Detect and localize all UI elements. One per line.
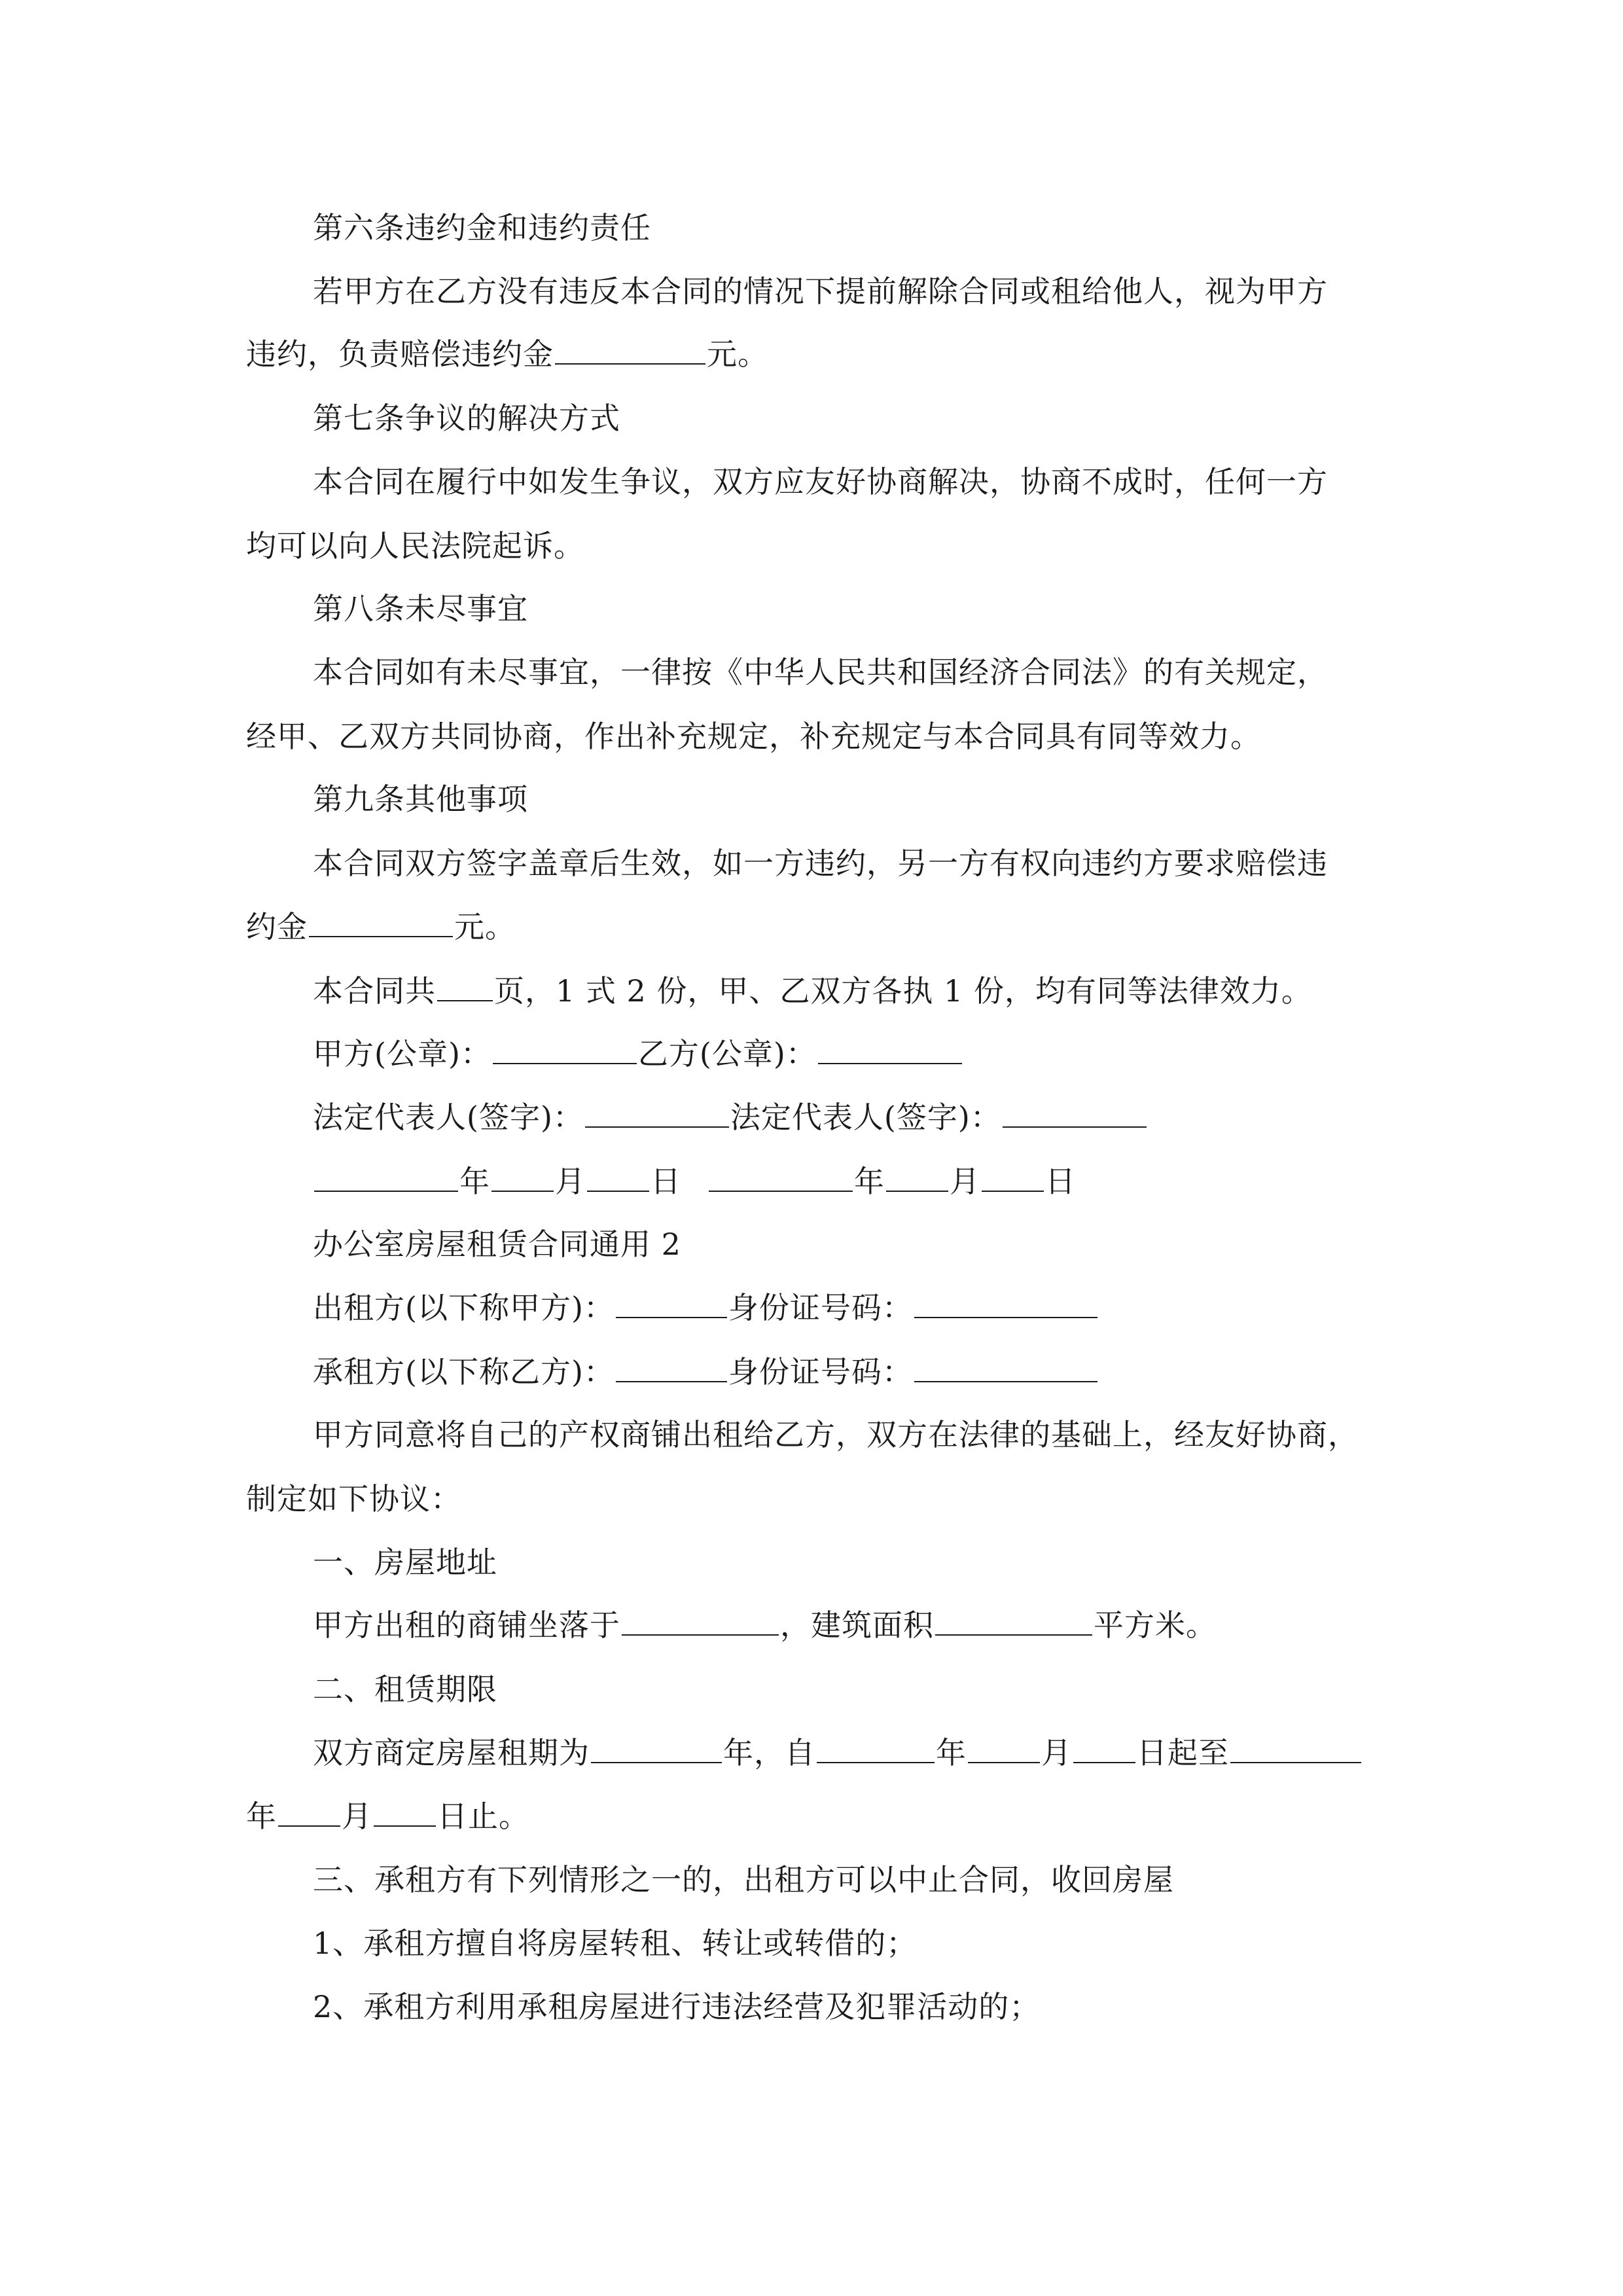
- representative-line: 法定代表人(签字)： 法定代表人(签字)：: [313, 1098, 1148, 1137]
- article-8-heading: 第八条未尽事宜: [313, 591, 528, 626]
- section-3-item-2: 2、承租方利用承租房屋进行违法经营及犯罪活动的；: [313, 1989, 1041, 2024]
- penalty-amount-blank: [555, 334, 705, 365]
- article-6-text-line-1: 若甲方在乙方没有违反本合同的情况下提前解除合同或租给他人，视为甲方: [313, 274, 1328, 309]
- property-address-line: 甲方出租的商铺坐落于 ，建筑面积 平方米。: [313, 1605, 1217, 1645]
- article-7-heading: 第七条争议的解决方式: [313, 401, 620, 436]
- agreement-intro-line-1: 甲方同意将自己的产权商铺出租给乙方，双方在法律的基础上，经友好协商，: [313, 1417, 1359, 1452]
- agreement-intro-line-2: 制定如下协议：: [246, 1481, 461, 1516]
- article-6-text-line-2: 违约，负责赔偿违约金 元。: [246, 334, 768, 374]
- floor-area-blank: [935, 1605, 1092, 1636]
- article-7-text-line-2: 均可以向人民法院起诉。: [246, 528, 584, 564]
- lessor-name-blank: [616, 1288, 727, 1318]
- start-year-blank: [817, 1733, 935, 1763]
- article-9-text-line-2: 约金 元。: [246, 907, 516, 946]
- article-8-text-line-2: 经甲、乙双方共同协商，作出补充规定，补充规定与本合同具有同等效力。: [246, 719, 1261, 754]
- lessor-line: 出租方(以下称甲方)： 身份证号码：: [313, 1288, 1099, 1327]
- lease-years-blank: [591, 1733, 722, 1763]
- party-b-year-blank: [709, 1162, 853, 1192]
- article-6-heading: 第六条违约金和违约责任: [313, 210, 651, 245]
- lessor-id-blank: [914, 1288, 1097, 1318]
- party-a-representative-blank: [585, 1098, 729, 1128]
- end-year-blank: [1230, 1733, 1361, 1763]
- lease-term-line-1: 双方商定房屋租期为 年，自 年 月 日起至: [313, 1733, 1363, 1772]
- contract-2-title: 办公室房屋租赁合同通用 2: [313, 1227, 681, 1262]
- start-month-blank: [968, 1733, 1040, 1763]
- party-a-month-blank: [491, 1162, 554, 1192]
- section-2-heading: 二、租赁期限: [313, 1672, 497, 1707]
- party-b-day-blank: [982, 1162, 1044, 1192]
- section-3-item-1: 1、承租方擅自将房屋转租、转让或转借的；: [313, 1926, 918, 1961]
- start-day-blank: [1073, 1733, 1135, 1763]
- article-9-text-line-1: 本合同双方签字盖章后生效，如一方违约，另一方有权向违约方要求赔偿违: [313, 846, 1328, 881]
- lessee-name-blank: [616, 1352, 727, 1382]
- lessee-line: 承租方(以下称乙方)： 身份证号码：: [313, 1352, 1099, 1391]
- party-b-seal-blank: [818, 1034, 962, 1064]
- end-day-blank: [374, 1797, 436, 1827]
- signature-date-line: 年 月 日 年 月 日: [313, 1162, 1076, 1201]
- article-9-heading: 第九条其他事项: [313, 781, 528, 817]
- party-b-representative-blank: [1003, 1098, 1147, 1128]
- page-count-line: 本合同共 页，1 式 2 份，甲、乙双方各执 1 份，均有同等法律效力。: [313, 971, 1312, 1011]
- article-7-text-line-1: 本合同在履行中如发生争议，双方应友好协商解决，协商不成时，任何一方: [313, 464, 1328, 499]
- party-a-seal-blank: [493, 1034, 637, 1064]
- damages-amount-blank: [309, 907, 453, 937]
- lessee-id-blank: [914, 1352, 1097, 1382]
- party-a-year-blank: [314, 1162, 458, 1192]
- seal-line: 甲方(公章)： 乙方(公章)：: [313, 1034, 963, 1073]
- lease-term-line-2: 年 月 日止。: [246, 1797, 529, 1836]
- property-location-blank: [622, 1605, 779, 1636]
- section-3-heading: 三、承租方有下列情形之一的，出租方可以中止合同，收回房屋: [313, 1862, 1174, 1897]
- end-month-blank: [278, 1797, 340, 1827]
- party-b-month-blank: [886, 1162, 948, 1192]
- party-a-day-blank: [587, 1162, 649, 1192]
- page-count-blank: [437, 971, 493, 1001]
- section-1-heading: 一、房屋地址: [313, 1545, 497, 1580]
- article-8-text-line-1: 本合同如有未尽事宜，一律按《中华人民共和国经济合同法》的有关规定，: [313, 655, 1328, 690]
